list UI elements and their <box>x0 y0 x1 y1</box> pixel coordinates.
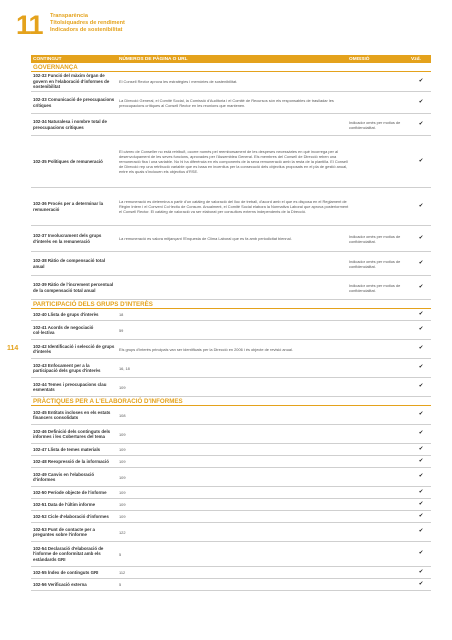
cell-page: 5 <box>119 582 122 587</box>
chapter-line: Títolsiquadres de rendiment <box>50 20 125 26</box>
check-icon: ✔ <box>418 259 424 266</box>
cell-page: 108 <box>119 412 126 418</box>
check-icon: ✔ <box>418 500 424 507</box>
column-header-content: CONTINGUT <box>33 56 62 62</box>
cell-page: 112 <box>119 570 126 575</box>
table-row <box>31 511 431 523</box>
table-row <box>31 340 431 359</box>
section-title: PARTICIPACIÓ DELS GRUPS D'INTERÈS <box>31 300 431 309</box>
cell-page: El càrrec de Conseller no està retribuït, ocorre només pel reemborsament de les despeses necessàries en què incorrega per al desenvolupament de les seves funcions, aprovades per l'Assemblea General. Els membres del Consell de Direcció reben una remuneració fixa i una variable. No hi ha diferència en els components de la seva remuneració amb la resta de la plantilla. El Consell de Direcció rep una retribució variable que es basa en incentius per la consecució dels objectius proposats en el pla de gestió anual, entre els quals s'inclouen els objectius d'RSE. <box>119 149 348 174</box>
check-icon: ✔ <box>418 326 424 333</box>
cell-page: 109 <box>119 447 126 452</box>
table-row <box>31 72 431 92</box>
cell-content: 102-32 Funció del màxim òrgan de govern en l'elaboració d'informes de sostenibilitat <box>33 73 110 90</box>
check-icon: ✔ <box>418 234 424 241</box>
cell-page: 109 <box>119 384 126 390</box>
chapter-titles <box>50 13 125 34</box>
check-icon: ✔ <box>418 202 424 209</box>
gri-table <box>31 55 431 591</box>
check-icon: ✔ <box>418 430 424 437</box>
column-header-omission: OMISSIÓ <box>349 56 370 62</box>
cell-page: La Direcció General, el Comitè Social, la Comissió d'Auditoria i el Comitè de Recursos són els responsables de traslladar les preocupacions crítiques al Consell Rector en les reunions que mantenen. <box>119 97 334 108</box>
table-row <box>31 456 431 468</box>
cell-content: 102-38 Ràtio de compensació total anual <box>33 258 105 269</box>
check-icon: ✔ <box>418 512 424 519</box>
table-row <box>31 444 431 456</box>
cell-omission: Indicador omès per motius de confidencialitat. <box>349 258 401 269</box>
table-row <box>31 321 431 340</box>
check-icon: ✔ <box>418 345 424 352</box>
cell-page: 16, 18 <box>119 365 130 371</box>
cell-content: 102-53 Punt de contacte per a preguntes sobre l'informe <box>33 526 95 537</box>
cell-content: 102-40 Llista de grups d'interès <box>33 311 99 317</box>
table-row <box>31 542 431 567</box>
cell-content: 102-41 Acords de negociació col·lectiva <box>33 324 94 335</box>
cell-content: 102-55 Índex de continguts GRI <box>33 569 99 575</box>
cell-content: 102-36 Procés per a determinar la remuneració <box>33 201 104 212</box>
table-row <box>31 468 431 487</box>
check-icon: ✔ <box>418 568 424 575</box>
cell-content: 102-52 Cicle d'elaboració d'informes <box>33 513 109 519</box>
table-row <box>31 136 431 188</box>
section-title: GOVERNANÇA <box>31 63 431 72</box>
check-icon: ✔ <box>418 310 424 317</box>
chapter-header <box>0 10 452 44</box>
cell-content: 102-44 Temes i preocupacions clau esmentats <box>33 381 107 392</box>
cell-page: 109 <box>119 514 126 519</box>
cell-content: 102-39 Ràtio de l'increment percentual de la compensació total anual <box>33 282 114 293</box>
check-icon: ✔ <box>418 488 424 495</box>
table-row <box>31 114 431 136</box>
table-row <box>31 567 431 579</box>
table-row <box>31 523 431 542</box>
check-icon: ✔ <box>418 98 424 105</box>
table-row <box>31 276 431 300</box>
check-icon: ✔ <box>418 383 424 390</box>
column-header-page: NÚMEROS DE PÀGINA O URL <box>119 56 188 62</box>
cell-omission: Indicador omès per motius de confidencialitat. <box>349 119 401 130</box>
check-icon: ✔ <box>418 120 424 127</box>
cell-content: 102-46 Definició dels continguts dels informes i les Cobertures del tema <box>33 428 111 439</box>
check-icon: ✔ <box>418 157 424 164</box>
check-icon: ✔ <box>418 364 424 371</box>
cell-page: 109 <box>119 459 126 464</box>
table-row <box>31 499 431 511</box>
table-body <box>31 63 431 591</box>
check-icon: ✔ <box>418 473 424 480</box>
cell-content: 102-48 Reexpressió de la informació <box>33 458 109 464</box>
table-row <box>31 309 431 321</box>
cell-content: 102-56 Verificació externa <box>33 581 87 587</box>
section-title: PRÀCTIQUES PER A L'ELABORACIÓ D'INFORMES <box>31 397 431 406</box>
cell-omission: Indicador omès per motius de confidencialitat. <box>349 282 401 293</box>
cell-content: 102-35 Polítiques de remuneració <box>33 158 103 164</box>
cell-content: 102-49 Canvis en l'elaboració d'informes <box>33 471 95 482</box>
check-icon: ✔ <box>418 283 424 290</box>
cell-content: 102-47 Llista de temes materials <box>33 446 101 452</box>
cell-page: 109 <box>119 490 126 495</box>
table-row <box>31 487 431 499</box>
cell-content: 102-43 Enfocament per a la participació dels grups d'interès <box>33 362 101 373</box>
chapter-number: 11 <box>16 10 43 40</box>
cell-omission: Indicador omès per motius de confidencialitat. <box>349 233 401 244</box>
check-icon: ✔ <box>418 528 424 535</box>
cell-content: 102-51 Data de l'últim informe <box>33 501 96 507</box>
page-number: 114 <box>7 345 19 352</box>
check-icon: ✔ <box>418 457 424 464</box>
cell-page: 109 <box>119 431 126 437</box>
cell-page: La remuneració es valora mitjançant l'Enquesta de Clima Laboral que es fa amb periodicitat biennal. <box>119 236 292 241</box>
cell-content: 102-42 Identificació i selecció de grups d'interès <box>33 343 115 354</box>
cell-content: 102-37 Involucrament dels grups d'interès en la remuneració <box>33 233 102 244</box>
check-icon: ✔ <box>418 411 424 418</box>
table-header <box>31 55 431 63</box>
cell-content: 102-45 Entitats incloses en els estats financers consolidats <box>33 409 111 420</box>
chapter-line: Transparència <box>50 13 88 19</box>
table-row <box>31 92 431 114</box>
cell-page: 18 <box>119 312 124 317</box>
cell-content: 102-54 Declaració d'elaboració de l'informe de conformitat amb els estàndards GRI <box>33 545 104 562</box>
cell-content: 102-50 Període objecte de l'informe <box>33 489 107 495</box>
table-row <box>31 378 431 397</box>
check-icon: ✔ <box>418 77 424 84</box>
cell-page: La remuneració es determina a partir d'un catàleg de valoració del lloc de treball, d'acord amb el que es disposa en el Reglament de Règim Intern i el Conveni Col·lectiu de Consum. Anualment, el Comitè Social elabora la Normativa Laboral que aprova posteriorment el Consell Rector. El catàleg de valoració va ser elaborat per consultors externs independents de la Direcció. <box>119 199 349 214</box>
table-row <box>31 406 431 425</box>
table-row <box>31 425 431 444</box>
cell-page: 109 <box>119 474 126 480</box>
cell-page: Els grups d'interès principals van ser identificats per la Direcció en 2006 i és objecte de revisió anual. <box>119 346 293 352</box>
column-header-verified: Vzd. <box>411 56 421 62</box>
check-icon: ✔ <box>418 445 424 452</box>
cell-page: 59 <box>119 327 124 333</box>
table-row <box>31 188 431 226</box>
cell-page: 5 <box>119 551 122 557</box>
table-row <box>31 226 431 252</box>
table-row <box>31 359 431 378</box>
cell-content: 102-34 Naturalesa i nombre total de preocupacions crítiques <box>33 119 107 130</box>
cell-content: 102-33 Comunicació de preocupacions crítiques <box>33 97 115 108</box>
table-row <box>31 252 431 276</box>
cell-page: 122 <box>119 529 126 535</box>
cell-page: El Consell Rector aprova les estratègies i memòries de sostenibilitat. <box>119 79 238 84</box>
table-row <box>31 579 431 591</box>
check-icon: ✔ <box>418 580 424 587</box>
check-icon: ✔ <box>418 550 424 557</box>
chapter-line: Indicadors de sostenibilitat <box>50 27 123 33</box>
cell-page: 109 <box>119 502 126 507</box>
